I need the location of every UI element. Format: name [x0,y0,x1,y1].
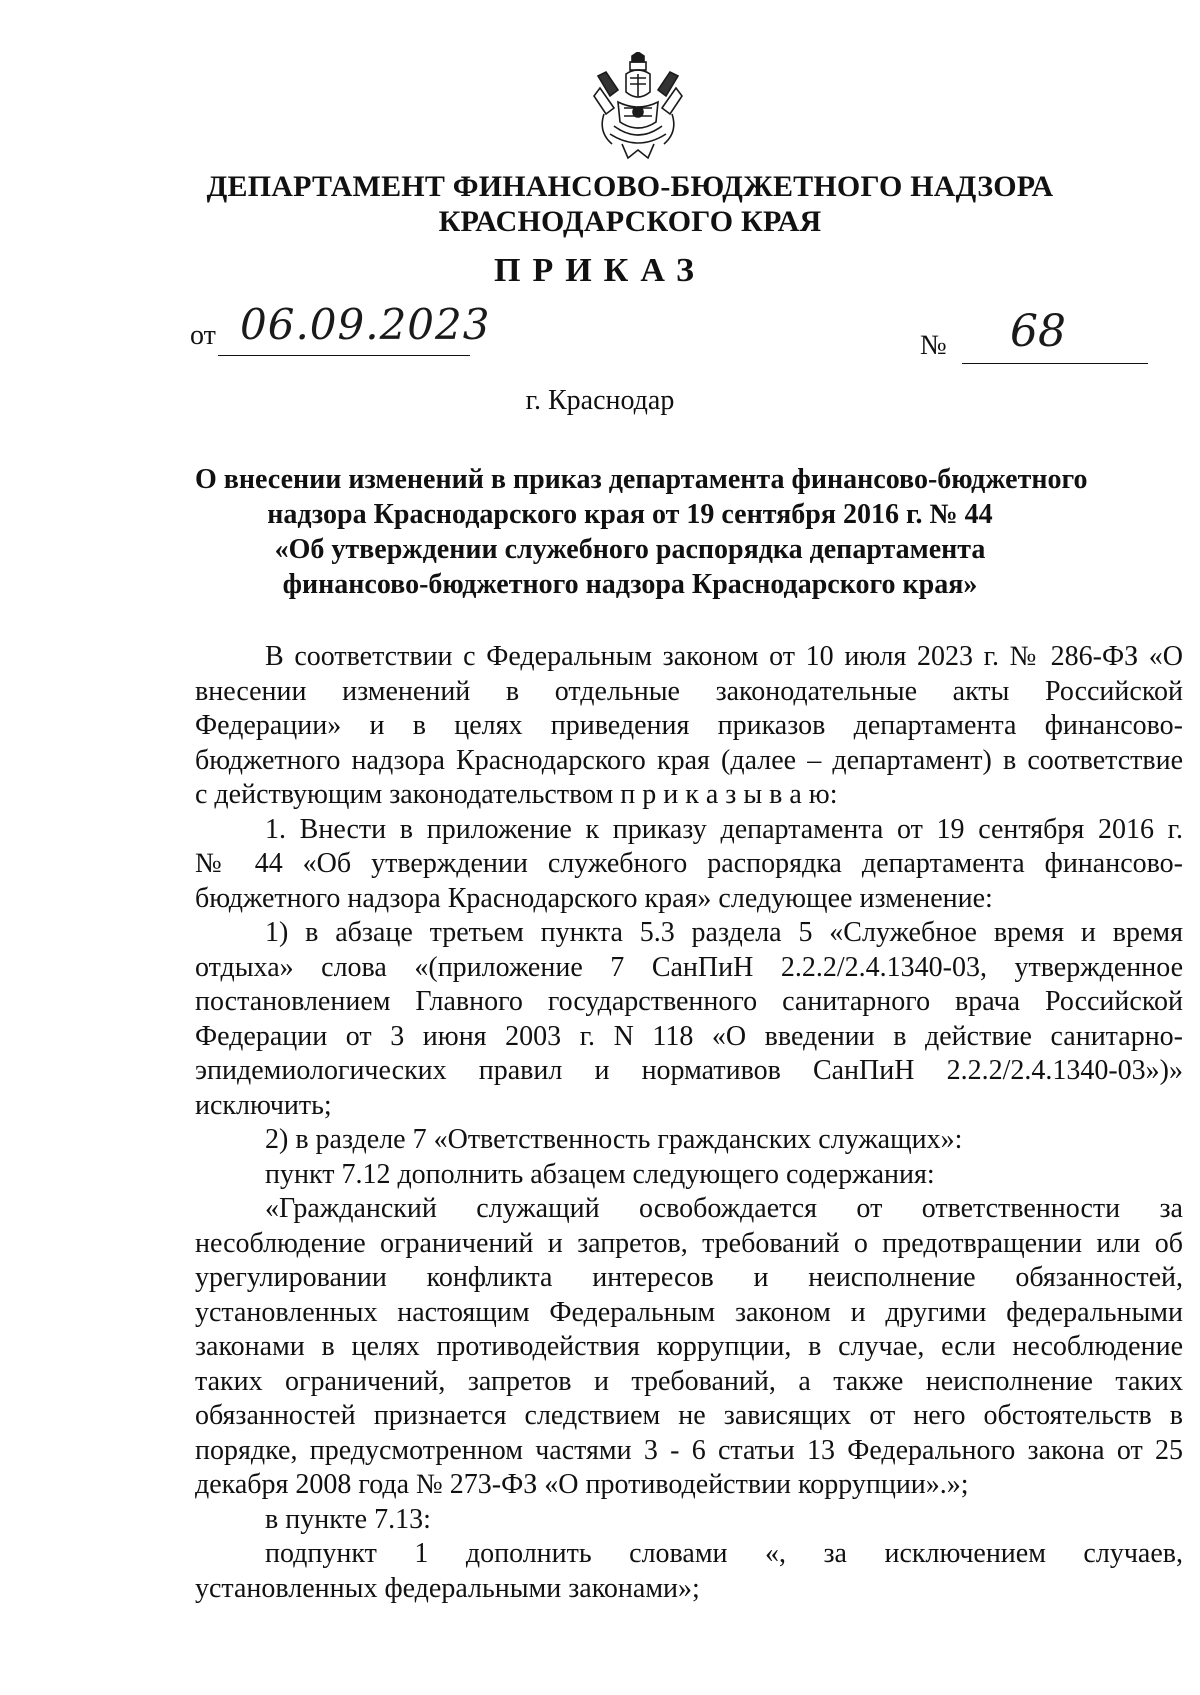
order-subject [195,462,1088,602]
city-name: г. Краснодар [525,385,675,416]
department-name-line2: КРАСНОДАРСКОГО КРАЯ [438,205,822,238]
body-line: постановлением Главного государственного санитарного врача Российской [195,986,1183,1017]
body-line: подпункт 1 дополнить словами «, за исключением случаев, [265,1538,1183,1569]
body-line: исключить; [195,1089,332,1121]
body-line: законами в целях противодействия коррупции, в случае, если несоблюдение [195,1331,1183,1362]
body-line: с действующим законодательством п р и к а з ы в а ю: [195,779,838,810]
coat-of-arms-emblem [588,52,688,164]
body-line: Федерации» и в целях приведения приказов департамента финансово- [195,710,1183,741]
body-line: Федерации от 3 июня 2003 г. N 118 «О введении в действие санитарно- [195,1020,1183,1052]
order-body-text [195,640,1183,1606]
body-line: № 44 «Об утверждении служебного распорядка департамента финансово- [195,848,1183,879]
number-underline [962,363,1148,364]
subject-line: финансово-бюджетного надзора Краснодарского края» [282,569,978,600]
body-line: в пункте 7.13: [265,1503,431,1535]
body-line: В соответствии с Федеральным законом от 10 июля 2023 г. № 286-ФЗ «О [265,641,1183,672]
date-prefix: от [190,320,216,351]
body-line: порядке, предусмотренном частями 3 - 6 статьи 13 Федерального закона от 25 [195,1434,1183,1466]
body-line: декабря 2008 года № 273-ФЗ «О противодействии коррупции».»; [195,1469,969,1500]
department-name-line1: ДЕПАРТАМЕНТ ФИНАНСОВО-БЮДЖЕТНОГО НАДЗОРА [206,170,1054,203]
body-line: 1) в абзаце третьем пункта 5.3 раздела 5 «Служебное время и время [265,917,1183,948]
body-line: эпидемиологических правил и нормативов СанПиН 2.2.2/2.4.1340-03»)» [195,1055,1183,1086]
body-line: отдыха» слова «(приложение 7 СанПиН 2.2.2/2.4.1340-03, утвержденное [195,951,1183,983]
body-line: несоблюдение ограничений и запретов, требований о предотвращении или об [195,1227,1183,1259]
body-line: обязанностей признается следствием не зависящих от него обстоятельств в [195,1400,1183,1431]
subject-line: «Об утверждении служебного распорядка департамента [274,534,986,565]
order-number-handwritten: 68 [1010,306,1066,357]
body-line: таких ограничений, запретов и требований, а также неисполнение таких [195,1365,1183,1397]
subject-line: О внесении изменений в приказ департамента финансово-бюджетного [195,464,1088,495]
order-date-handwritten: 06.09.2023 [240,300,491,349]
body-line: 2) в разделе 7 «Ответственность гражданских служащих»: [265,1124,963,1155]
body-line: пункт 7.12 дополнить абзацем следующего содержания: [265,1158,935,1190]
body-line: установленных федеральными законами»; [195,1572,700,1604]
body-line: 1. Внести в приложение к приказу департамента от 19 сентября 2016 г. [265,813,1183,845]
body-line: внесении изменений в отдельные законодательные акты Российской [195,675,1183,707]
body-line: бюджетного надзора Краснодарского края» следующее изменение: [195,882,993,914]
order-title: ПРИКАЗ [494,252,706,289]
body-line: установленных настоящим Федеральным законом и другими федеральными [195,1296,1183,1328]
body-line: бюджетного надзора Краснодарского края (далее – департамент) в соответствие [195,744,1183,776]
body-line: урегулировании конфликта интересов и неисполнение обязанностей, [195,1262,1183,1293]
body-line: «Гражданский служащий освобождается от ответственности за [265,1193,1183,1224]
number-prefix: № [920,330,947,361]
date-underline [218,355,470,356]
subject-line: надзора Краснодарского края от 19 сентября 2016 г. № 44 [267,499,993,530]
